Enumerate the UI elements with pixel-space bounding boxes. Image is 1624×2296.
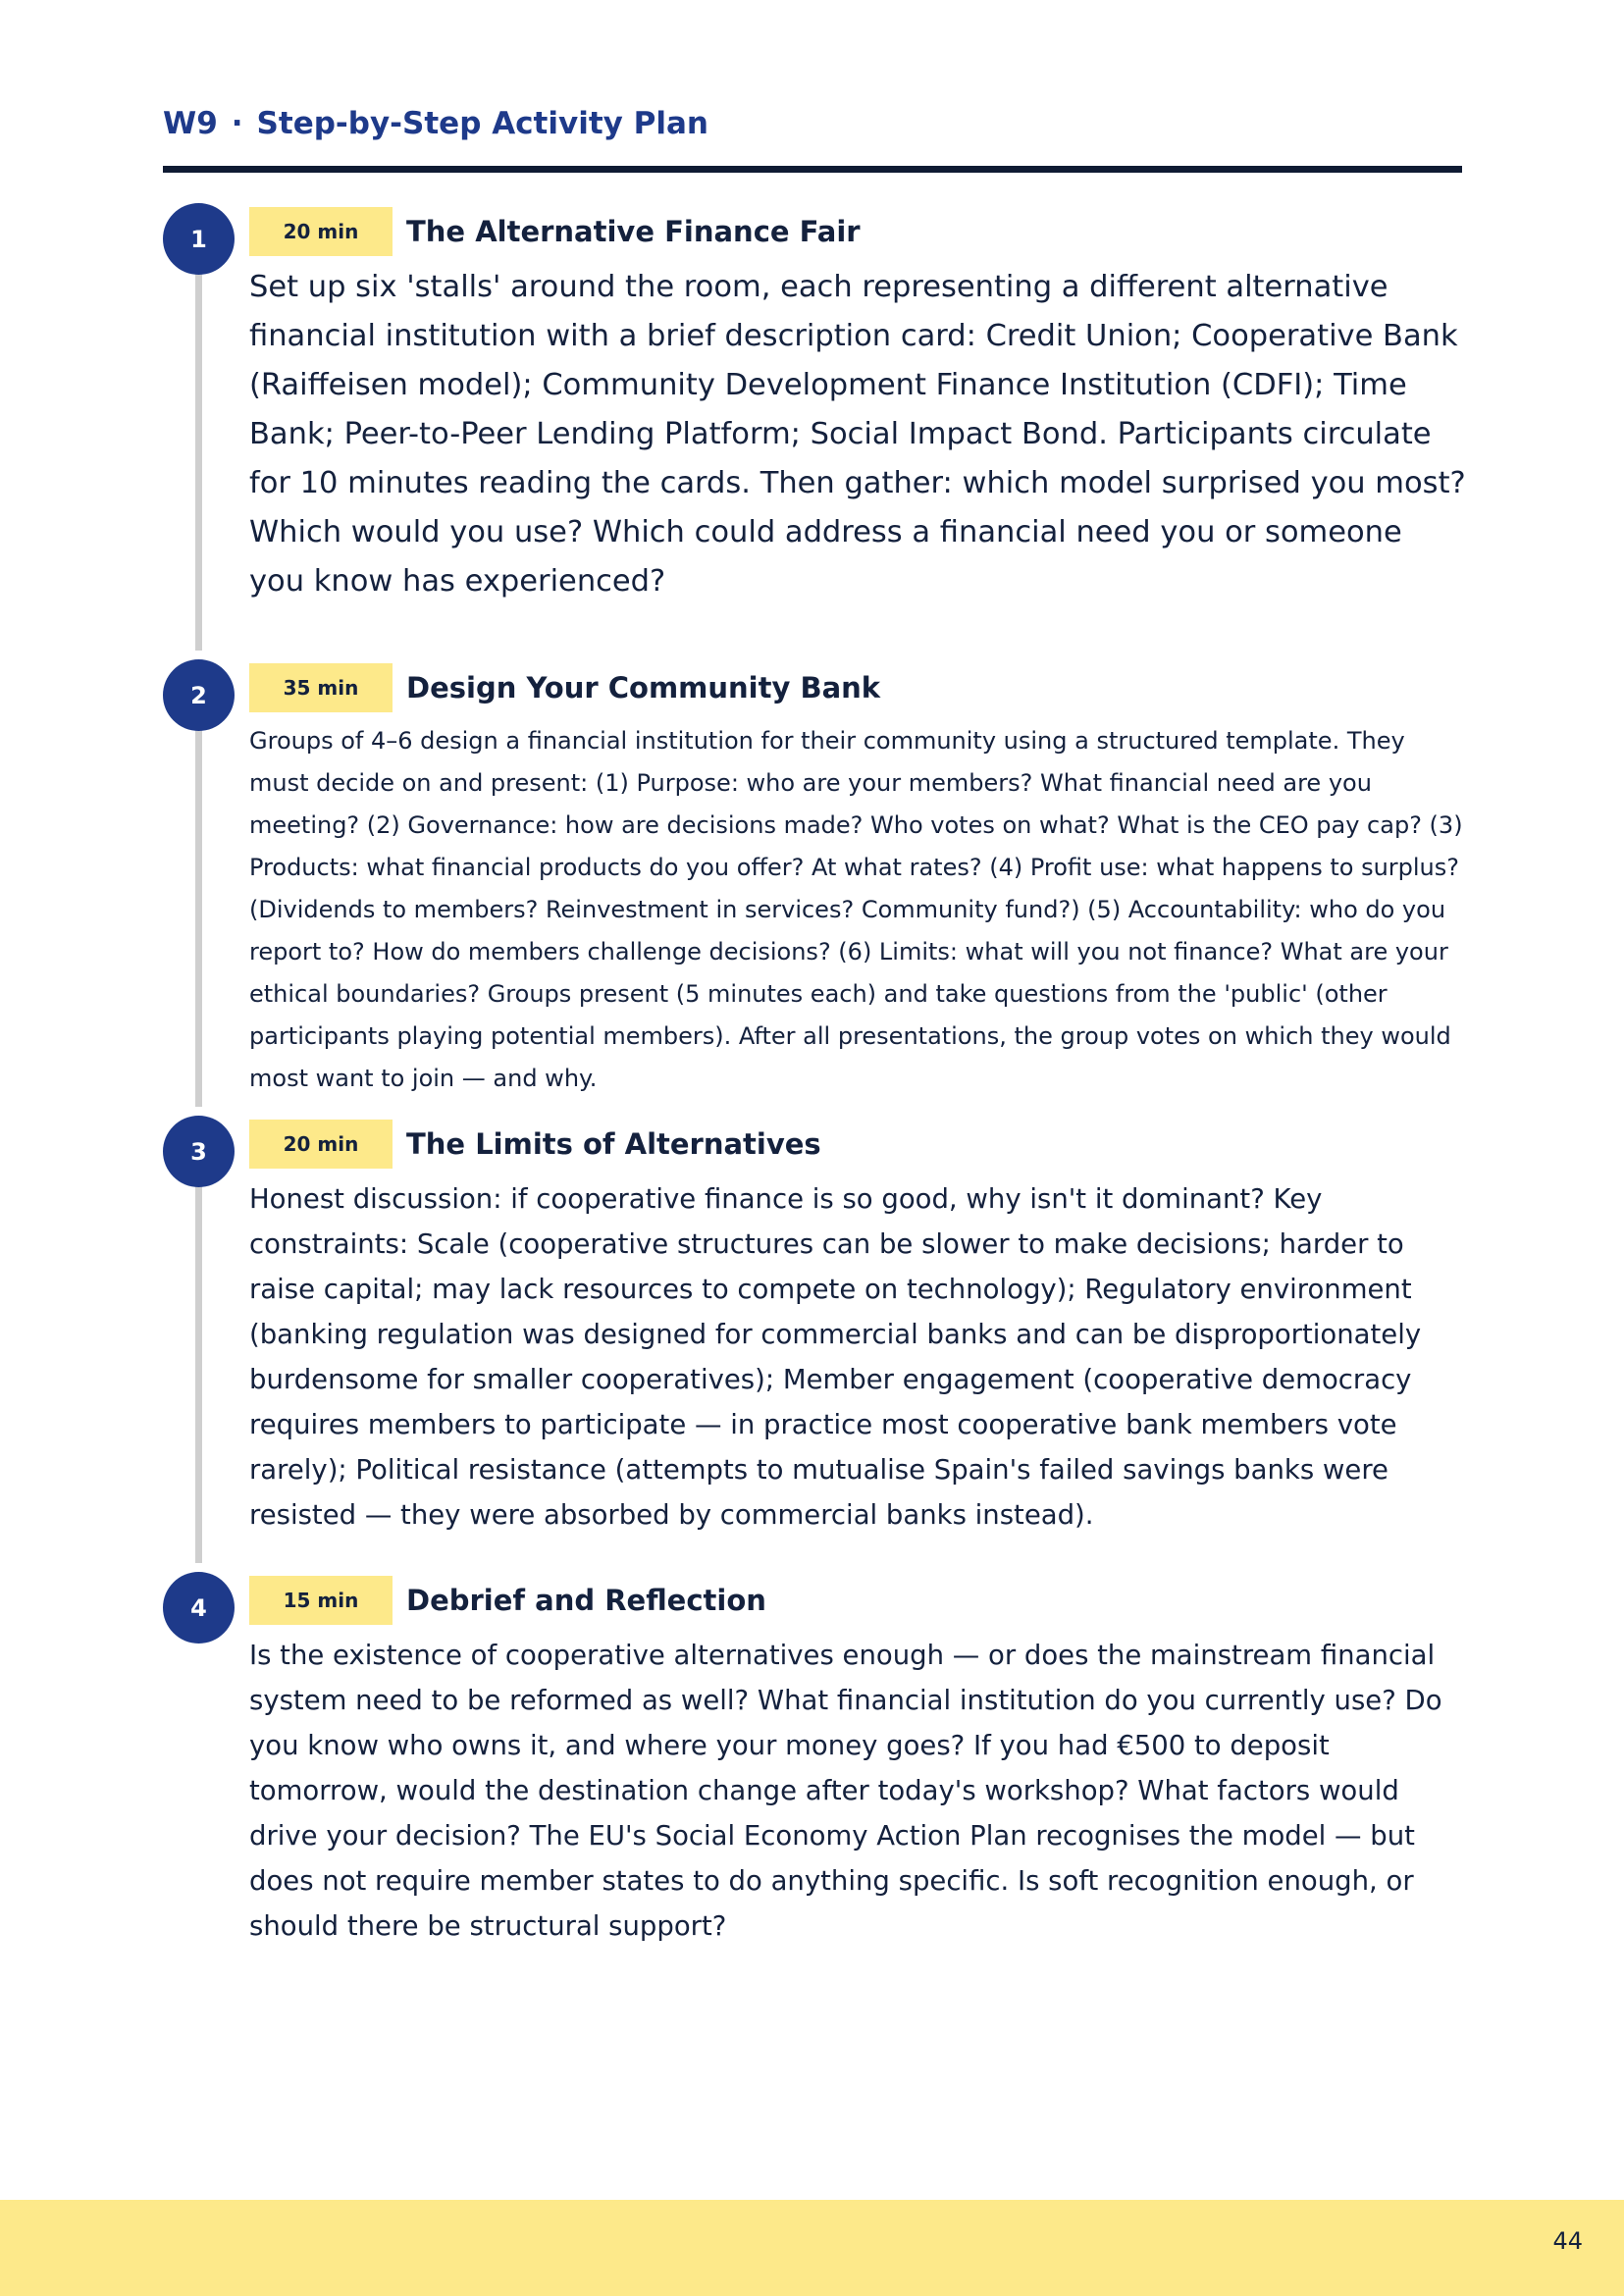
timeline-connector <box>195 1151 202 1563</box>
step-title: Debrief and Reflection <box>406 1584 766 1617</box>
step-number: 3 <box>163 1116 235 1187</box>
step-description: Honest discussion: if cooperative finance is so good, why isn't it dominant? Key constraints: Scale (cooperative structures can be slower to make decisions; harder to raise capital; may lack resources to compete on technology); Regulatory environment (banking regulation was designed for commercial banks and can be disproportionately burdensome for smaller cooperatives); Member engagement (cooperative democracy requires members to participate — in practice most cooperative bank members vote rarely); Political resistance (attempts to mutualise Spain's failed savings banks were resisted — they were absorbed by commercial banks instead). <box>249 1183 1422 1531</box>
step-title: The Alternative Finance Fair <box>406 215 861 248</box>
page-title: Step-by-Step Activity Plan <box>256 106 708 141</box>
step-number: 2 <box>163 659 235 731</box>
duration-badge: 15 min <box>249 1576 393 1625</box>
step-description: Groups of 4–6 design a financial institution for their community using a structured template. They must decide on and present: (1) Purpose: who are your members? What financial need are you meeting? (2) Governance: how are decisions made? Who votes on what? What is the CEO pay cap? (3) Products: what financial products do you offer? At what rates? (4) Profit use: what happens to surplus? (Dividends to members? Reinvestment in services? Community fund?) (5) Accountability: who do you report to? How do members challenge decisions? (6) Limits: what will you not finance? What are your ethical boundaries? Groups present (5 minutes each) and take questions from the 'public' (other participants playing potential members). After all presentations, the group votes on which they would most want to join — and why. <box>249 727 1463 1092</box>
page-number: 44 <box>1552 2227 1583 2255</box>
step-number: 4 <box>163 1572 235 1644</box>
step-number: 1 <box>163 203 235 275</box>
timeline-connector <box>195 695 202 1107</box>
page-header <box>163 106 708 141</box>
duration-badge: 20 min <box>249 207 393 256</box>
duration-badge: 35 min <box>249 663 393 712</box>
page-footer <box>0 2200 1624 2296</box>
header-rule <box>163 166 1462 173</box>
step-title: The Limits of Alternatives <box>406 1127 821 1161</box>
step-description: Is the existence of cooperative alternatives enough — or does the mainstream financial system need to be reformed as well? What financial institution do you currently use? Do you know who owns it, and where your money goes? If you had €500 to deposit tomorrow, would the destination change after today's workshop? What factors would drive your decision? The EU's Social Economy Action Plan recognises the model — but does not require member states to do anything specific. Is soft recognition enough, or should there be structural support? <box>249 1640 1442 1942</box>
step-description: Set up six 'stalls' around the room, each representing a different alternative financial institution with a brief description card: Credit Union; Cooperative Bank (Raiffeisen model); Community Development Finance Institution (CDFI); Time Bank; Peer-to-Peer Lending Platform; Social Impact Bond. Participants circulate for 10 minutes reading the cards. Then gather: which model surprised you most? Which would you use? Which could address a financial need you or someone you know has experienced? <box>249 270 1466 599</box>
workshop-code: W9 <box>163 106 218 141</box>
header-separator: · <box>231 106 243 141</box>
timeline-connector <box>195 238 202 651</box>
step-title: Design Your Community Bank <box>406 671 881 704</box>
duration-badge: 20 min <box>249 1120 393 1169</box>
